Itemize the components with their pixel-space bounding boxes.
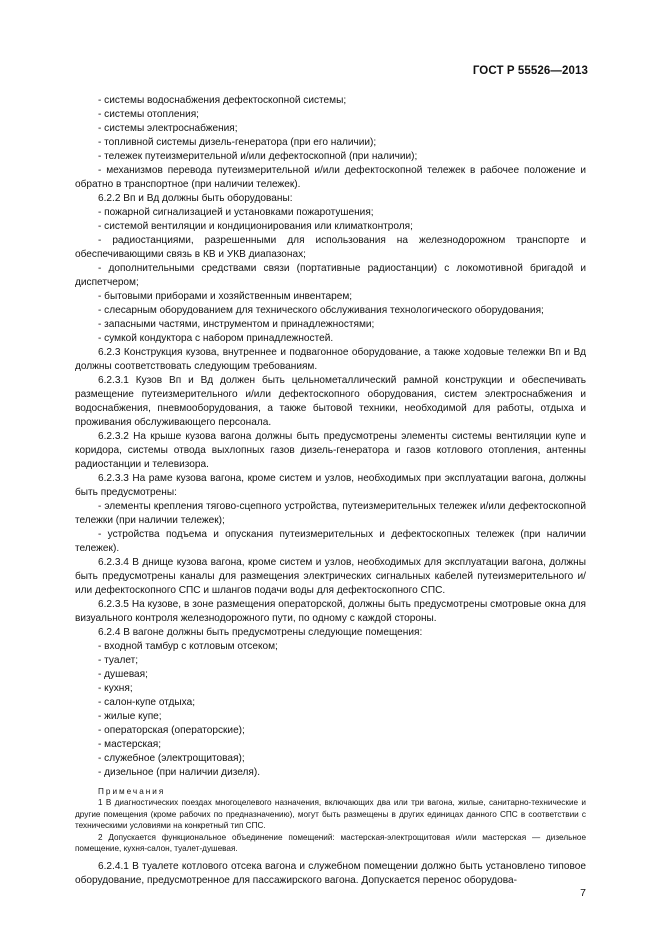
list-item: - пожарной сигнализацией и установками пожаротушения; <box>98 207 374 218</box>
list-item: - туалет; <box>98 655 139 666</box>
list-item: - бытовыми приборами и хозяйственным инвентарем; <box>98 291 353 302</box>
list-item: - элементы крепления тягово-сцепного устройства, путеизмерительных тележек и/или дефектоскопной тележки (при наличии тележек); <box>75 501 586 526</box>
notes-title: Примечания <box>98 787 166 796</box>
note-2: 2 Допускается функциональное объединение помещений: мастерская-электрощитовая и/или мастерская — дизельное помещение, кухня-салон, туалет-душевая. <box>75 832 586 854</box>
list-item: - служебное (электрощитовая); <box>98 753 245 764</box>
list-item: - душевая; <box>98 669 148 680</box>
list-item: - входной тамбур с котловым отсеком; <box>98 641 278 652</box>
standard-designation: ГОСТ Р 55526—2013 <box>472 65 588 77</box>
list-item: - системой вентиляции и кондиционирования или климатконтроля; <box>98 221 413 232</box>
clause-6-2-3-1: 6.2.3.1 Кузов Вп и Вд должен быть цельнометаллический рамной конструкции и обеспечивать размещение путеизмерительного и/или дефектоскопного оборудования, систем электроснабжения и водоснабжения, пневмооборудования, а также бытовой техники, необходимой для работы, отдыха и проживания обслуживающего персонала. <box>75 375 586 428</box>
list-item: - мастерская; <box>98 739 162 750</box>
page-number: 7 <box>580 887 586 899</box>
document-body <box>75 94 586 888</box>
list-item: - тележек путеизмерительной и/или дефектоскопной (при наличии); <box>98 151 418 162</box>
notes-block <box>75 786 586 854</box>
clause-6-2-4: 6.2.4 В вагоне должны быть предусмотрены следующие помещения: <box>98 627 423 638</box>
list-item: - системы водоснабжения дефектоскопной системы; <box>98 95 347 106</box>
list-item: - радиостанциями, разрешенными для использования на железнодорожном транспорте и обеспечивающими связь в КВ и УКВ диапазонах; <box>75 235 586 260</box>
clause-6-2-3-5: 6.2.3.5 На кузове, в зоне размещения операторской, должны быть предусмотрены смотровые окна для визуального контроля железнодорожного пути, по одному с каждой стороны. <box>75 599 586 624</box>
clause-6-2-3: 6.2.3 Конструкция кузова, внутреннее и подвагонное оборудование, а также ходовые тележки Вп и Вд должны соответствовать следующим требованиям. <box>75 347 586 372</box>
list-item: - топливной системы дизель-генератора (при его наличии); <box>98 137 377 148</box>
list-item: - жилые купе; <box>98 711 162 722</box>
list-item: - механизмов перевода путеизмерительной и/или дефектоскопной тележек в рабочее положение и обратно в транспортное (при наличии тележек). <box>75 165 586 190</box>
list-item: - сумкой кондуктора с набором принадлежностей. <box>98 333 334 344</box>
clause-6-2-3-2: 6.2.3.2 На крыше кузова вагона должны быть предусмотрены элементы системы вентиляции купе и коридора, системы отвода выхлопных газов дизель-генератора и газов котлового отопления, антенны радиостанции и телевизора. <box>75 431 586 470</box>
note-1: 1 В диагностических поездах многоцелевого назначения, включающих два или три вагона, жилые, санитарно-технические и другие помещения (кроме рабочих по предназначению), могут быть размещены в других единицах данного СПС в соответствии с техническими условиями на конкретный тип СПС. <box>75 798 586 831</box>
list-item: - дизельное (при наличии дизеля). <box>98 767 261 778</box>
list-item: - кухня; <box>98 683 133 694</box>
list-item: - салон-купе отдыха; <box>98 697 196 708</box>
list-item: - запасными частями, инструментом и принадлежностями; <box>98 319 375 330</box>
list-item: - дополнительными средствами связи (портативные радиостанции) с локомотивной бригадой и диспетчером; <box>75 263 586 288</box>
list-item: - устройства подъема и опускания путеизмерительных и дефектоскопных тележек (при наличии тележек). <box>75 529 586 554</box>
clause-6-2-3-4: 6.2.3.4 В днище кузова вагона, кроме систем и узлов, необходимых для эксплуатации вагона, должны быть предусмотрены каналы для размещения электрических сигнальных кабелей путеизмерительного и/или дефектоскопного СПС и шлангов подачи воды для дефектоскопного СПС. <box>75 557 586 596</box>
clause-6-2-2: 6.2.2 Вп и Вд должны быть оборудованы: <box>98 193 293 204</box>
list-item: - системы электроснабжения; <box>98 123 238 134</box>
list-item: - операторская (операторские); <box>98 725 245 736</box>
clause-6-2-3-3: 6.2.3.3 На раме кузова вагона, кроме систем и узлов, необходимых при эксплуатации вагона, должны быть предусмотрены: <box>75 473 586 498</box>
clause-6-2-4-1: 6.2.4.1 В туалете котлового отсека вагона и служебном помещении должно быть установлено типовое оборудование, предусмотренное для пассажирского вагона. Допускается перенос оборудова- <box>75 861 586 887</box>
list-item: - слесарным оборудованием для технического обслуживания технологического оборудования; <box>98 305 544 316</box>
list-item: - системы отопления; <box>98 109 199 120</box>
